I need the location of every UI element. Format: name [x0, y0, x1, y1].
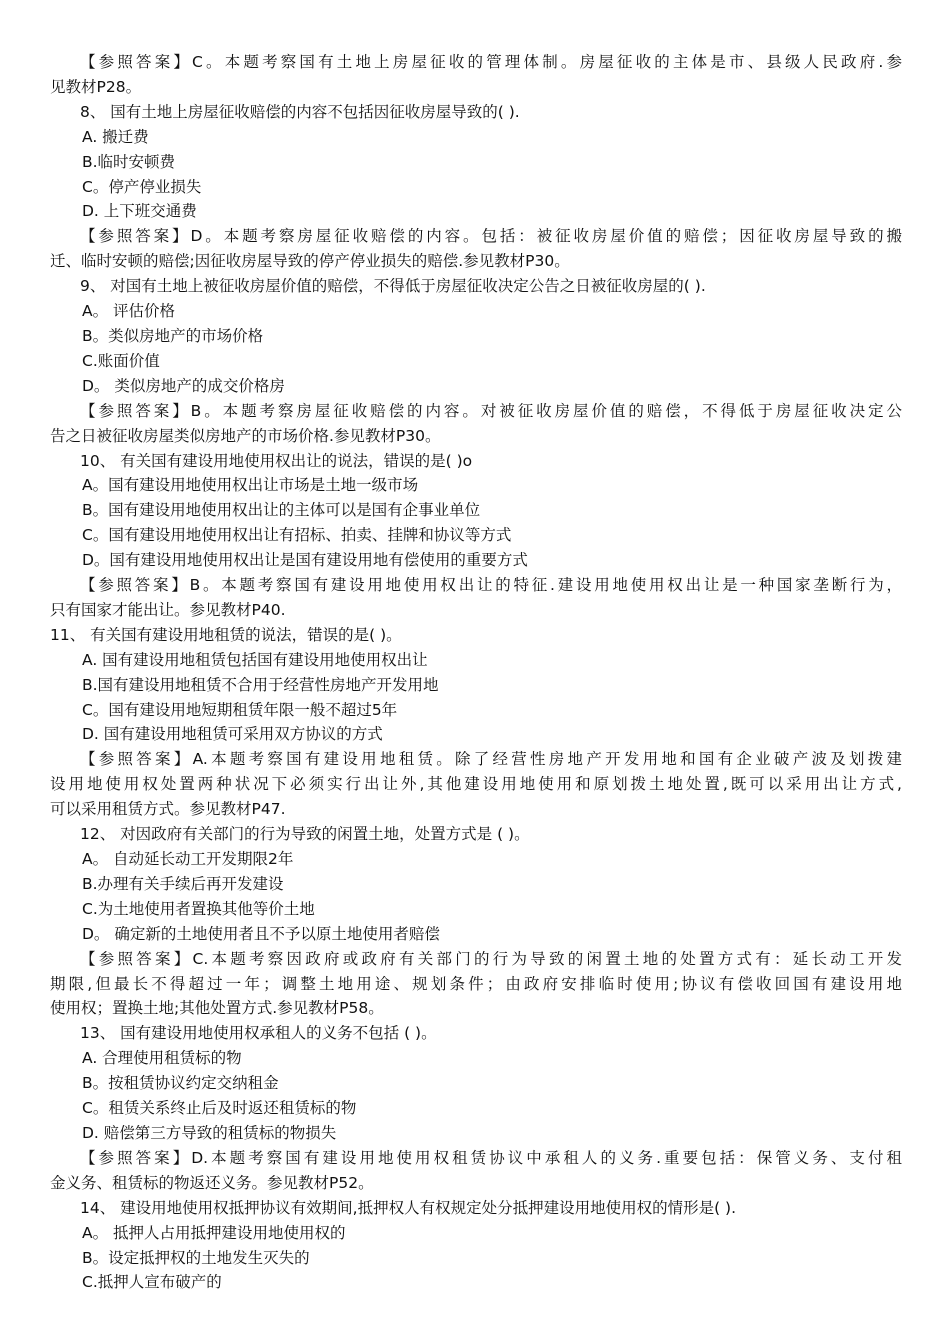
option-line: A. 合理使用租赁标的物 — [82, 1049, 242, 1068]
answer-line: 【参照答案】C.本题考察因政府或政府有关部门的行为导致的闲置土地的处置方式有：延长动工开发 — [80, 949, 902, 968]
question-line: 10、 有关国有建设用地使用权出让的说法，错误的是( )o — [80, 451, 473, 470]
question-line: 14、 建设用地使用权抵押协议有效期间,抵押权人有权规定处分抵押建设用地使用权的情形是( ). — [80, 1198, 737, 1217]
answer-line: 迁、临时安顿的赔偿;因征收房屋导致的停产停业损失的赔偿.参见教材P30。 — [50, 252, 570, 271]
question-line: 11、 有关国有建设用地租赁的说法，错误的是( )。 — [50, 625, 402, 644]
option-line: D。国有建设用地使用权出让是国有建设用地有偿使用的重要方式 — [82, 551, 528, 570]
option-line: B.国有建设用地租赁不合用于经营性房地产开发用地 — [82, 675, 439, 694]
option-line: B。国有建设用地使用权出让的主体可以是国有企事业单位 — [82, 501, 481, 520]
question-line: 13、 国有建设用地使用权承租人的义务不包括 ( )。 — [80, 1024, 437, 1043]
option-line: C.账面价值 — [82, 351, 160, 370]
answer-line: 【参照答案】D.本题考察国有建设用地使用权租赁协议中承租人的义务.重要包括：保管义务、支付租 — [80, 1148, 902, 1167]
answer-line: 【参照答案】B。本题考察国有建设用地使用权出让的特征.建设用地使用权出让是一种国家垄断行为， — [80, 576, 902, 595]
answer-line: 【参照答案】D。本题考察房屋征收赔偿的内容。包括：被征收房屋价值的赔偿；因征收房屋导致的搬 — [80, 227, 902, 246]
option-line: B。设定抵押权的土地发生灭失的 — [82, 1248, 310, 1267]
option-line: B。按租赁协议约定交纳租金 — [82, 1074, 279, 1093]
answer-line: 设用地使用权处置两种状况下必须实行出让外,其他建设用地使用和原划拨土地处置,既可以采用出让方式, — [50, 775, 902, 794]
option-line: D。 确定新的土地使用者且不予以原土地使用者赔偿 — [82, 924, 440, 943]
answer-line: 使用权；置换土地;其他处置方式.参见教材P58。 — [50, 999, 384, 1018]
question-line: 8、 国有土地上房屋征收赔偿的内容不包括因征收房屋导致的( ). — [80, 102, 520, 121]
option-line: A。 评估价格 — [82, 302, 176, 321]
answer-line: 可以采用租赁方式。参见教材P47. — [50, 800, 286, 819]
option-line: D. 赔偿第三方导致的租赁标的物损失 — [82, 1123, 337, 1142]
answer-line: 金义务、租赁标的物返还义务。参见教材P52。 — [50, 1173, 374, 1192]
option-line: B.办理有关手续后再开发建设 — [82, 874, 284, 893]
option-line: C。国有建设用地短期租赁年限一般不超过5年 — [82, 700, 398, 719]
option-line: A. 国有建设用地租赁包括国有建设用地使用权出让 — [82, 650, 428, 669]
option-line: C。国有建设用地使用权出让有招标、拍卖、挂牌和协议等方式 — [82, 526, 512, 545]
answer-line: 期限,但最长不得超过一年；调整土地用途、规划条件；由政府安排临时使用;协议有偿收回国有建设用地 — [50, 974, 902, 993]
option-line: A. 搬迁费 — [82, 127, 149, 146]
question-line: 9、 对国有土地上被征收房屋价值的赔偿，不得低于房屋征收决定公告之日被征收房屋的( ). — [80, 277, 706, 296]
question-line: 12、 对因政府有关部门的行为导致的闲置土地，处置方式是 ( )。 — [80, 825, 530, 844]
answer-line: 告之日被征收房屋类似房地产的市场价格.参见教材P30。 — [50, 426, 441, 445]
option-line: C。租赁关系终止后及时返还租赁标的物 — [82, 1099, 357, 1118]
option-line: C.为土地使用者置换其他等价土地 — [82, 899, 315, 918]
option-line: D. 上下班交通费 — [82, 202, 197, 221]
answer-line: 【参照答案】C。本题考察国有土地上房屋征收的管理体制。房屋征收的主体是市、县级人民政府.参 — [80, 53, 902, 71]
answer-line: 只有国家才能出让。参见教材P40. — [50, 600, 286, 619]
option-line: A。国有建设用地使用权出让市场是土地一级市场 — [82, 476, 419, 495]
option-line: B.临时安顿费 — [82, 152, 176, 171]
option-line: D。 类似房地产的成交价格房 — [82, 376, 285, 395]
answer-line: 见教材P28。 — [50, 77, 142, 96]
answer-line: 【参照答案】B。本题考察房屋征收赔偿的内容。对被征收房屋价值的赔偿，不得低于房屋征收决定公 — [80, 401, 902, 420]
option-line: D. 国有建设用地租赁可采用双方协议的方式 — [82, 725, 383, 744]
option-line: A。 抵押人占用抵押建设用地使用权的 — [82, 1223, 346, 1242]
option-line: B。类似房地产的市场价格 — [82, 326, 264, 345]
answer-line: 【参照答案】A.本题考察国有建设用地租赁。除了经营性房地产开发用地和国有企业破产波及划拨建 — [80, 750, 902, 769]
option-line: A。 自动延长动工开发期限2年 — [82, 850, 294, 868]
option-line: C。停产停业损失 — [82, 177, 202, 196]
option-line: C.抵押人宣布破产的 — [82, 1273, 222, 1292]
